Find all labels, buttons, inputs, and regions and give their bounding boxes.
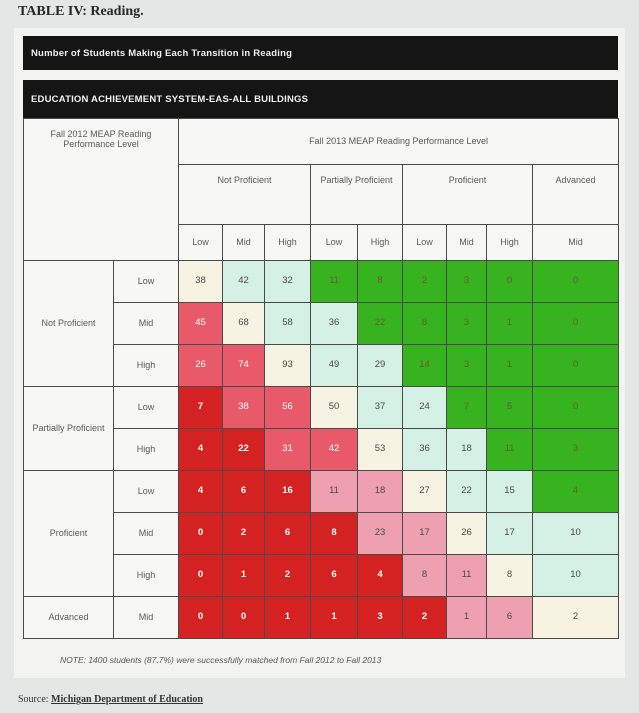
table-cell: 24 xyxy=(403,387,447,429)
table-cell: 4 xyxy=(179,429,223,471)
table-cell: 1 xyxy=(487,303,533,345)
table-cell: 8 xyxy=(358,261,403,303)
table-cell: 22 xyxy=(223,429,265,471)
table-cell: 56 xyxy=(265,387,311,429)
table-cell: 2 xyxy=(223,513,265,555)
col-group-header: Partially Proficient xyxy=(311,165,403,225)
table-cell: 2 xyxy=(403,597,447,639)
table-cell: 1 xyxy=(265,597,311,639)
table-row xyxy=(24,429,619,471)
table-row xyxy=(24,345,619,387)
transition-table xyxy=(23,118,619,639)
table-cell: 4 xyxy=(179,471,223,513)
sub-col-header: High xyxy=(358,225,403,261)
table-cell: 37 xyxy=(358,387,403,429)
table-cell: 11 xyxy=(311,261,358,303)
table-cell: 0 xyxy=(223,597,265,639)
row-sub-header: High xyxy=(114,429,179,471)
table-cell: 0 xyxy=(487,261,533,303)
table-cell: 6 xyxy=(311,555,358,597)
table-row xyxy=(24,471,619,513)
source-line xyxy=(18,694,203,705)
table-cell: 7 xyxy=(179,387,223,429)
table-cell: 6 xyxy=(487,597,533,639)
row-sub-header: Low xyxy=(114,471,179,513)
row-sub-header: Mid xyxy=(114,303,179,345)
table-cell: 8 xyxy=(403,303,447,345)
table-cell: 45 xyxy=(179,303,223,345)
table-cell: 17 xyxy=(487,513,533,555)
table-cell: 42 xyxy=(223,261,265,303)
row-sub-header: Low xyxy=(114,387,179,429)
table-cell: 36 xyxy=(311,303,358,345)
table-cell: 10 xyxy=(533,555,619,597)
table-cell: 38 xyxy=(179,261,223,303)
table-cell: 42 xyxy=(311,429,358,471)
row-group-header: Partially Proficient xyxy=(24,387,114,471)
table-cell: 32 xyxy=(265,261,311,303)
table-row xyxy=(24,387,619,429)
table-cell: 2 xyxy=(403,261,447,303)
col-group-header: Advanced xyxy=(533,165,619,225)
row-sub-header: Mid xyxy=(114,597,179,639)
table-cell: 8 xyxy=(403,555,447,597)
table-cell: 0 xyxy=(533,387,619,429)
table-cell: 1 xyxy=(487,345,533,387)
table-cell: 1 xyxy=(447,597,487,639)
table-cell: 1 xyxy=(223,555,265,597)
table-cell: 4 xyxy=(533,471,619,513)
table-cell: 93 xyxy=(265,345,311,387)
table-cell: 50 xyxy=(311,387,358,429)
table-cell: 1 xyxy=(311,597,358,639)
table-cell: 58 xyxy=(265,303,311,345)
col-axis-label: Fall 2013 MEAP Reading Performance Level xyxy=(179,119,619,165)
table-cell: 38 xyxy=(223,387,265,429)
table-caption: TABLE IV: Reading. xyxy=(18,4,144,19)
sub-col-header: Low xyxy=(403,225,447,261)
table-row xyxy=(24,597,619,639)
table-cell: 22 xyxy=(447,471,487,513)
table-cell: 31 xyxy=(265,429,311,471)
table-note: NOTE: 1400 students (87.7%) were successfully matched from Fall 2012 to Fall 2013 xyxy=(60,655,382,665)
table-cell: 26 xyxy=(447,513,487,555)
row-axis-label: Fall 2012 MEAP Reading Performance Level xyxy=(24,119,179,261)
table-cell: 26 xyxy=(179,345,223,387)
table-subtitle-bar: EDUCATION ACHIEVEMENT SYSTEM-EAS-ALL BUILDINGS xyxy=(23,80,618,118)
table-cell: 8 xyxy=(487,555,533,597)
table-cell: 0 xyxy=(179,513,223,555)
sub-col-header: High xyxy=(265,225,311,261)
table-cell: 3 xyxy=(447,261,487,303)
sub-col-header: Mid xyxy=(447,225,487,261)
table-row xyxy=(24,261,619,303)
table-cell: 11 xyxy=(447,555,487,597)
table-cell: 0 xyxy=(179,555,223,597)
table-cell: 17 xyxy=(403,513,447,555)
sub-col-header: Low xyxy=(311,225,358,261)
table-row xyxy=(24,303,619,345)
table-cell: 29 xyxy=(358,345,403,387)
table-cell: 0 xyxy=(533,261,619,303)
table-cell: 16 xyxy=(265,471,311,513)
row-sub-header: High xyxy=(114,555,179,597)
table-cell: 6 xyxy=(265,513,311,555)
table-cell: 0 xyxy=(179,597,223,639)
table-cell: 10 xyxy=(533,513,619,555)
table-cell: 15 xyxy=(487,471,533,513)
table-cell: 11 xyxy=(487,429,533,471)
row-group-header: Proficient xyxy=(24,471,114,597)
table-cell: 18 xyxy=(447,429,487,471)
table-cell: 0 xyxy=(533,345,619,387)
table-cell: 2 xyxy=(533,597,619,639)
table-cell: 27 xyxy=(403,471,447,513)
table-cell: 23 xyxy=(358,513,403,555)
table-cell: 5 xyxy=(487,387,533,429)
table-cell: 2 xyxy=(265,555,311,597)
source-link[interactable]: Michigan Department of Education xyxy=(51,694,203,705)
table-cell: 0 xyxy=(533,303,619,345)
table-cell: 18 xyxy=(358,471,403,513)
table-cell: 3 xyxy=(533,429,619,471)
table-cell: 3 xyxy=(447,345,487,387)
row-sub-header: High xyxy=(114,345,179,387)
source-label: Source: xyxy=(18,694,49,705)
sub-col-header: Low xyxy=(179,225,223,261)
sub-col-header: Mid xyxy=(223,225,265,261)
table-row xyxy=(24,555,619,597)
col-group-header: Proficient xyxy=(403,165,533,225)
table-cell: 53 xyxy=(358,429,403,471)
row-sub-header: Mid xyxy=(114,513,179,555)
table-title-bar: Number of Students Making Each Transition in Reading xyxy=(23,36,618,70)
table-cell: 74 xyxy=(223,345,265,387)
table-cell: 49 xyxy=(311,345,358,387)
table-cell: 14 xyxy=(403,345,447,387)
table-cell: 4 xyxy=(358,555,403,597)
table-cell: 22 xyxy=(358,303,403,345)
table-cell: 3 xyxy=(447,303,487,345)
table-cell: 6 xyxy=(223,471,265,513)
col-group-header: Not Proficient xyxy=(179,165,311,225)
table-cell: 3 xyxy=(358,597,403,639)
sub-col-header: High xyxy=(487,225,533,261)
sub-col-header: Mid xyxy=(533,225,619,261)
table-cell: 36 xyxy=(403,429,447,471)
table-cell: 68 xyxy=(223,303,265,345)
table-row xyxy=(24,513,619,555)
row-group-header: Not Proficient xyxy=(24,261,114,387)
table-cell: 8 xyxy=(311,513,358,555)
row-sub-header: Low xyxy=(114,261,179,303)
table-cell: 11 xyxy=(311,471,358,513)
row-group-header: Advanced xyxy=(24,597,114,639)
table-cell: 7 xyxy=(447,387,487,429)
